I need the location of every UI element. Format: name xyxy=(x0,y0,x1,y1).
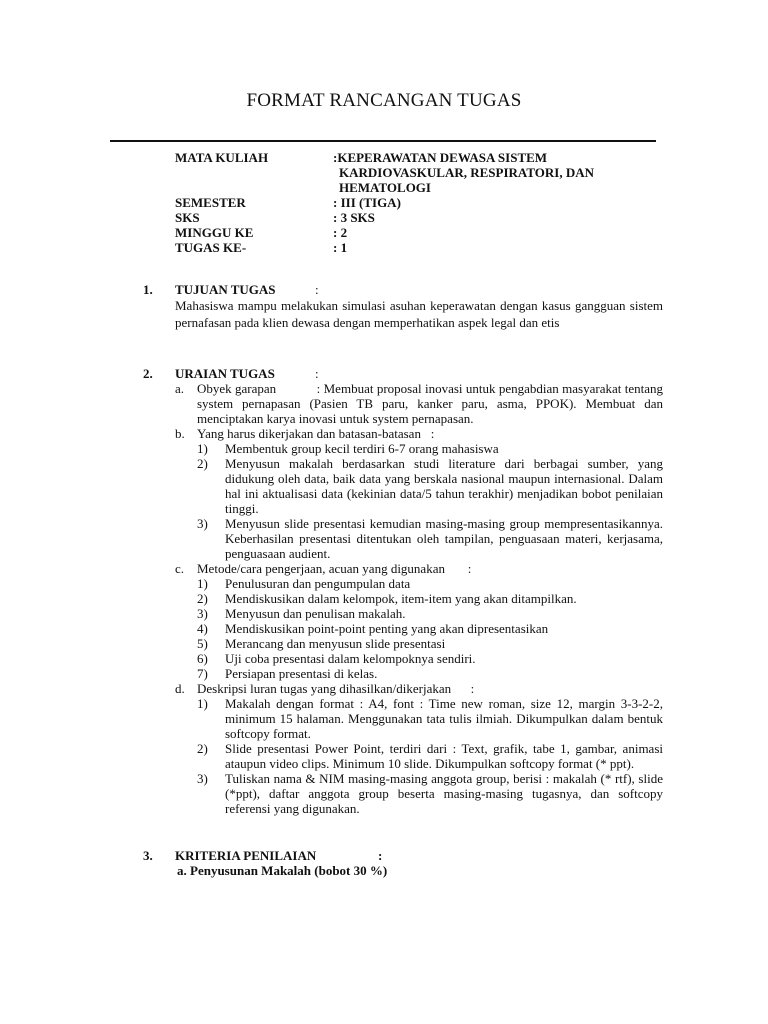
list-item: 6) Uji coba presentasi dalam kelompoknya sendiri. xyxy=(197,651,476,666)
meta-row-sks xyxy=(175,210,655,225)
section-kriteria-penilaian xyxy=(143,848,663,878)
meta-row-minggu xyxy=(175,225,655,240)
item-b: b. Yang harus dikerjakan dan batasan-batasan : xyxy=(175,426,435,441)
meta-row-semester xyxy=(175,195,655,210)
meta-value: : 1 xyxy=(333,240,348,255)
document-title: FORMAT RANCANGAN TUGAS xyxy=(246,90,522,111)
item-a: a. Obyek garapan : Membuat proposal inovasi untuk pengabdian masyarakat tentang system pernapasan (Pasien TB paru, kanker paru, asma, PPOK). Membuat dan menciptakan karya inovasi untuk system pernapasan. xyxy=(175,381,667,426)
meta-value: : III (TIGA) xyxy=(333,195,401,210)
section-body: Mahasiswa mampu melakukan simulasi asuhan keperawatan dengan kasus gangguan sistem pernafasan pada klien dewasa dengan memperhatikan aspek legal dan etis xyxy=(175,298,663,330)
meta-key: MATA KULIAH xyxy=(175,150,269,165)
title-rule xyxy=(110,140,656,142)
criteria-item: a. Penyusunan Makalah (bobot 30 %) xyxy=(177,863,388,878)
item-c: c. Metode/cara pengerjaan, acuan yang digunakan : xyxy=(175,561,472,576)
meta-value: : 3 SKS xyxy=(333,210,375,225)
list-item: 2) Mendiskusikan dalam kelompok, item-item yang akan ditampilkan. xyxy=(197,591,577,606)
list-item: 3) Menyusun dan penulisan makalah. xyxy=(197,606,406,621)
list-item: 7) Persiapan presentasi di kelas. xyxy=(197,666,378,681)
meta-key: TUGAS KE- xyxy=(175,240,247,255)
section-uraian-tugas xyxy=(143,366,667,816)
list-item: 1) Penulusuran dan pengumpulan data xyxy=(197,576,411,591)
list-item: 2) Menyusun makalah berdasarkan studi literature dari berbagai sumber, yang didukung oleh data, baik data yang berskala nasional maupun internasional. Dalam hal ini aktualisasi data (kekinian data/5 tahun terakhir) menjadikan bobot penilaian tinggi. xyxy=(197,456,663,516)
section-tujuan-tugas xyxy=(143,282,663,331)
meta-key: SKS xyxy=(175,210,200,225)
section-heading: 1. TUJUAN TUGAS : xyxy=(143,282,319,297)
list-item: 2) Slide presentasi Power Point, terdiri dari : Text, grafik, tabe 1, gambar, animasi ataupun video clips. Minimum 10 slide. Dikumpulkan softcopy format (* ppt). xyxy=(197,741,663,771)
meta-value: :KEPERAWATAN DEWASA SISTEM KARDIOVASKULAR, RESPIRATORI, DAN HEMATOLOGI xyxy=(333,150,594,195)
list-item: 3) Menyusun slide presentasi kemudian masing-masing group mempresentasikannya. Keberhasilan presentasi ditentukan oleh tampilan, penguasaan materi, kerjasama, penguasaan audient. xyxy=(197,516,663,561)
section-heading: 2. URAIAN TUGAS : xyxy=(143,366,319,381)
section-heading: 3. KRITERIA PENILAIAN : xyxy=(143,848,383,863)
meta-key: SEMESTER xyxy=(175,195,246,210)
list-item: 4) Mendiskusikan point-point penting yang akan dipresentasikan xyxy=(197,621,549,636)
meta-value: : 2 xyxy=(333,225,348,240)
item-d: d. Deskripsi luran tugas yang dihasilkan/dikerjakan : xyxy=(175,681,475,696)
list-item: 1) Makalah dengan format : A4, font : Time new roman, size 12, margin 3-3-2-2, minimum 15 halaman. Menggunakan tata tulis ilmiah. Dikumpulkan dalam bentuk softcopy format. xyxy=(197,696,663,741)
meta-key: MINGGU KE xyxy=(175,225,254,240)
list-item: 5) Merancang dan menyusun slide presentasi xyxy=(197,636,446,651)
meta-row-tugas xyxy=(175,240,655,255)
course-meta xyxy=(175,150,655,255)
section-body xyxy=(175,381,667,816)
list-item: 1) Membentuk group kecil terdiri 6-7 orang mahasiswa xyxy=(197,441,499,456)
list-item: 3) Tuliskan nama & NIM masing-masing anggota group, berisi : makalah (* rtf), slide (*ppt), daftar anggota group beserta masing-masing tugasnya, dan softcopy referensi yang digunakan. xyxy=(197,771,663,816)
meta-row-mata-kuliah xyxy=(175,150,655,195)
